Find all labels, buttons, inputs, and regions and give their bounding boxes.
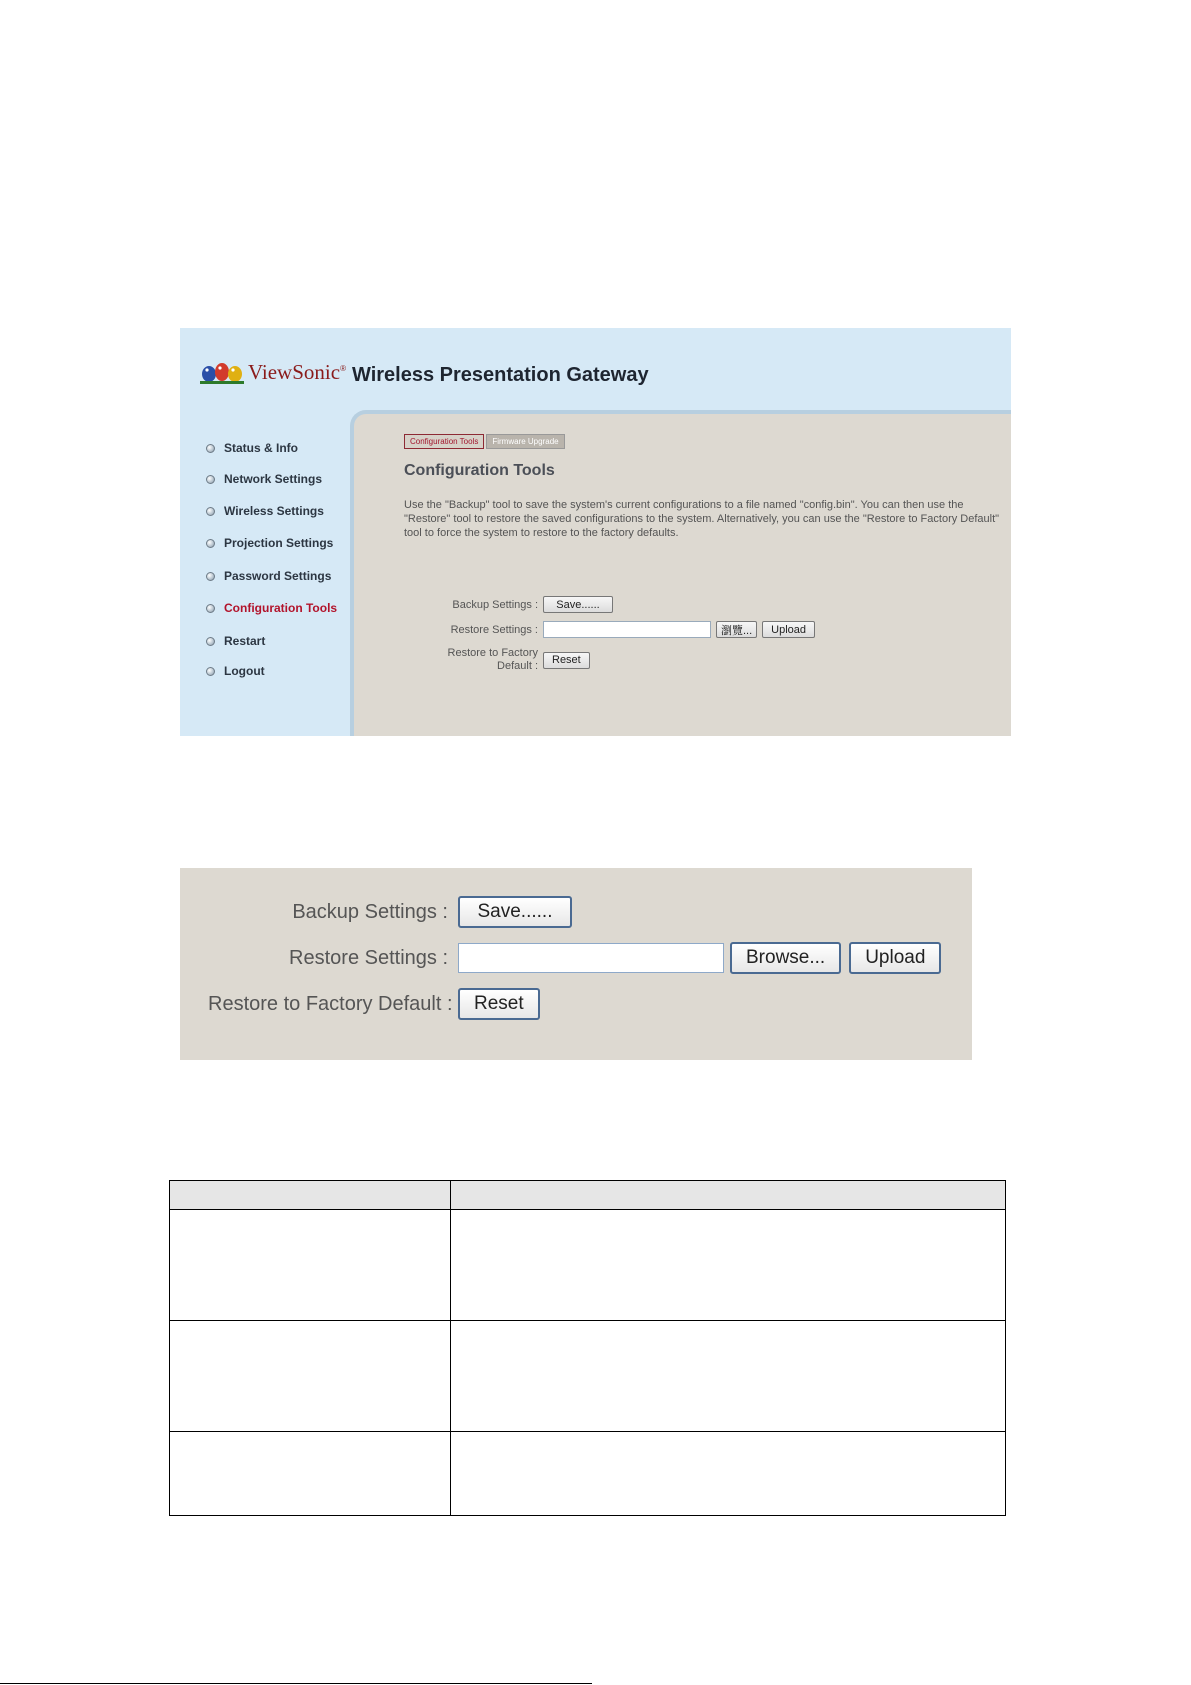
restore-settings-row [208, 942, 941, 974]
tab-configuration-tools[interactable]: Configuration Tools [404, 434, 484, 449]
backup-settings-label: Backup Settings : [452, 598, 538, 611]
bullet-icon [206, 572, 215, 581]
sidebar-item-status-info[interactable] [206, 439, 298, 457]
config-tools-zoom-screenshot [180, 868, 972, 1060]
bullet-icon [206, 539, 215, 548]
bullet-icon [206, 667, 215, 676]
birds-logo-icon [200, 359, 244, 385]
table-header-row [170, 1181, 1006, 1210]
sidebar-item-label: Password Settings [224, 569, 332, 583]
table-cell [170, 1432, 451, 1516]
brand-name: ViewSonic [248, 359, 341, 384]
table-cell [451, 1321, 1006, 1432]
upload-button[interactable]: Upload [762, 621, 815, 638]
table-row [170, 1432, 1006, 1516]
table-row [170, 1321, 1006, 1432]
description-table [169, 1180, 1006, 1516]
table-header-cell [170, 1181, 451, 1210]
table-row [170, 1210, 1006, 1321]
file-path-input[interactable] [458, 943, 724, 973]
browse-button[interactable]: 瀏覽... [716, 621, 757, 638]
viewsonic-logo [200, 358, 346, 386]
factory-default-label-line2: Default : [497, 660, 538, 672]
table-cell [170, 1210, 451, 1321]
restore-settings-row [414, 621, 815, 638]
backup-settings-label: Backup Settings : [292, 900, 448, 923]
tab-bar [404, 434, 565, 449]
file-path-input[interactable] [543, 621, 711, 638]
footnote-divider [0, 1683, 592, 1684]
factory-default-row [414, 647, 590, 673]
save-button[interactable]: Save...... [543, 596, 613, 613]
bullet-icon [206, 637, 215, 646]
browse-button[interactable]: Browse... [730, 942, 841, 974]
sidebar-item-restart[interactable] [206, 632, 265, 650]
sidebar-item-label: Status & Info [224, 441, 298, 455]
registered-mark: ® [340, 364, 346, 373]
table-header-cell [451, 1181, 1006, 1210]
config-tools-screenshot [180, 328, 1011, 736]
upload-button[interactable]: Upload [849, 942, 941, 974]
table-cell [451, 1432, 1006, 1516]
page-description: Use the "Backup" tool to save the system's current configurations to a file named "config.bin". You can then use the "Restore" tool to restore the saved configurations to the system. Alternatively, you can use the "Restore to Factory Default" tool to force the system to restore to the factory defaults. [404, 499, 1000, 539]
sidebar-item-label: Network Settings [224, 472, 323, 486]
bullet-icon [206, 444, 215, 453]
sidebar-item-label: Restart [224, 634, 266, 648]
factory-default-label [414, 647, 538, 673]
bullet-icon [206, 604, 215, 613]
backup-settings-row [208, 896, 572, 928]
save-button[interactable]: Save...... [458, 896, 572, 928]
sidebar-item-projection-settings[interactable] [206, 534, 333, 552]
sidebar-item-logout[interactable] [206, 662, 265, 680]
sidebar-item-password-settings[interactable] [206, 567, 331, 585]
table-cell [451, 1210, 1006, 1321]
sidebar-item-label: Logout [224, 664, 265, 678]
main-content-panel [350, 410, 1011, 736]
table-cell [170, 1321, 451, 1432]
reset-button[interactable]: Reset [543, 652, 590, 669]
page-title: Configuration Tools [404, 462, 555, 479]
bullet-icon [206, 507, 215, 516]
backup-settings-row [414, 596, 613, 613]
reset-button[interactable]: Reset [458, 988, 540, 1020]
factory-default-label: Restore to Factory Default : [208, 992, 453, 1015]
sidebar-item-label: Projection Settings [224, 536, 334, 550]
sidebar-item-label: Configuration Tools [224, 601, 338, 615]
factory-default-label-line1: Restore to Factory [447, 647, 538, 659]
restore-settings-label: Restore Settings : [289, 946, 448, 969]
bullet-icon [206, 475, 215, 484]
sidebar-nav [180, 410, 350, 736]
factory-default-row [208, 988, 540, 1020]
restore-settings-label: Restore Settings : [450, 623, 538, 636]
sidebar-item-configuration-tools[interactable] [206, 599, 337, 617]
sidebar-item-network-settings[interactable] [206, 470, 322, 488]
app-title: Wireless Presentation Gateway [352, 364, 649, 386]
tab-firmware-upgrade[interactable]: Firmware Upgrade [486, 434, 564, 449]
sidebar-item-wireless-settings[interactable] [206, 502, 324, 520]
sidebar-item-label: Wireless Settings [224, 504, 324, 518]
